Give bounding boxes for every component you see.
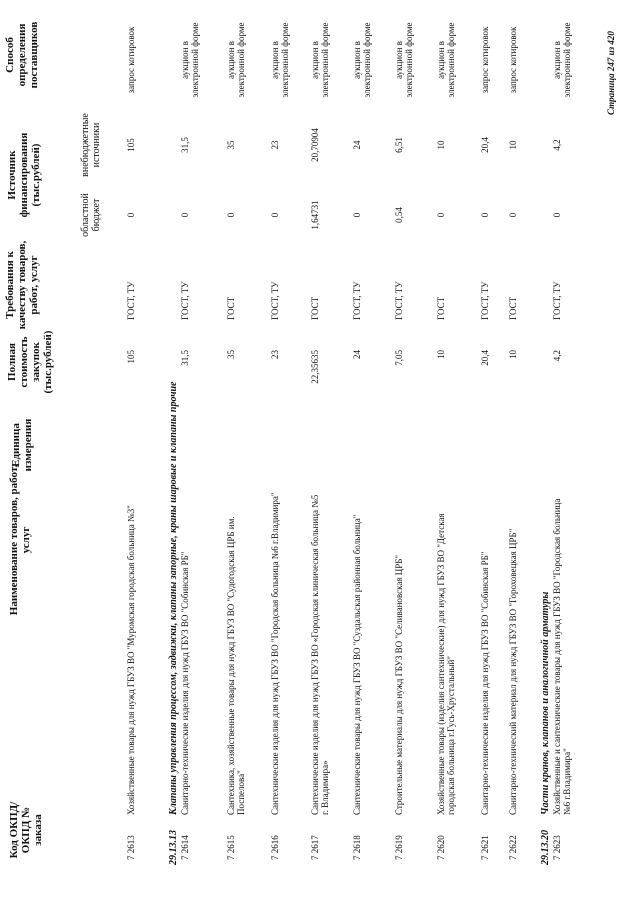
row-code: 7 2623: [552, 835, 562, 860]
row-cost: 20,4: [480, 350, 490, 366]
header-fin: Источник финансирования (тыс.рублей): [6, 132, 42, 218]
row-code: 7 2621: [480, 835, 490, 860]
header-name: Наименование товаров, работ, услуг: [8, 464, 32, 616]
row-code: 7 2616: [270, 835, 280, 860]
row-reg: 0: [180, 212, 190, 218]
row-code: 7 2613: [126, 835, 136, 860]
row-code: 7 2620: [436, 835, 446, 860]
row-ext: 23: [270, 140, 280, 150]
row-code: 7 2619: [394, 835, 404, 860]
row-req: ГОСТ: [508, 296, 518, 320]
section-code: 29.13.13: [168, 830, 179, 865]
row-reg: 0: [226, 212, 236, 218]
row-reg: 0: [552, 212, 562, 218]
row-code: 7 2617: [310, 835, 320, 860]
row-ext: 24: [352, 140, 362, 150]
row-name: Сантехнические товары для нужд ГБУЗ ВО "Суздальская районная больница": [352, 514, 362, 815]
row-method: аукцион в электронной форме: [310, 22, 330, 98]
row-reg: 0: [270, 212, 280, 218]
row-cost: 7,05: [394, 350, 404, 366]
row-ext: 10: [436, 140, 446, 150]
row-name: Хозяйственные товары (изделия сантехнические) для нужд ГБУЗ ВО "Детская городская больница г.Гусь-Хрустальный": [436, 513, 456, 815]
row-ext: 20,4: [480, 137, 490, 153]
row-method: аукцион в электронной форме: [226, 22, 246, 98]
row-ext: 31,5: [180, 137, 190, 153]
row-ext: 35: [226, 140, 236, 150]
row-method: запрос котировок: [126, 26, 136, 94]
row-cost: 105: [126, 350, 136, 364]
row-ext: 4,2: [552, 139, 562, 151]
row-req: ГОСТ, ТУ: [270, 281, 280, 320]
section-title: Части кранов, клапанов и аналогичной арматуры: [540, 591, 551, 815]
row-method: аукцион в электронной форме: [552, 22, 572, 98]
row-ext: 20,70904: [310, 128, 320, 162]
row-req: ГОСТ, ТУ: [352, 281, 362, 320]
row-method: запрос котировок: [480, 26, 490, 94]
row-name: Санитарно-технический материал для нужд ГБУЗ ВО "Гороховецкая ЦРБ": [508, 528, 518, 815]
row-code: 7 2618: [352, 835, 362, 860]
row-cost: 23: [270, 350, 280, 359]
row-name: Сантехника, хозяйственные товары для нужд ГБУЗ ВО "Судогодская ЦРБ им. Поспелова": [226, 516, 246, 815]
row-method: запрос котировок: [508, 26, 518, 94]
page-number: Страница 247 из 420: [606, 31, 616, 115]
row-reg: 0,54: [394, 207, 404, 223]
header-code: Код ОКПД/ ОКПД № заказа: [8, 801, 44, 859]
row-cost: 10: [436, 350, 446, 359]
section-code: 29.13.20: [540, 830, 551, 865]
row-name: Строительные материалы для нужд ГБУЗ ВО "Селивановская ЦРБ": [394, 554, 404, 815]
row-code: 7 2615: [226, 835, 236, 860]
row-reg: 0: [436, 212, 446, 218]
header-cost: Полная стоимость закупок (тыс.рублей): [6, 330, 54, 394]
header-fin-regional: областной бюджет: [80, 193, 102, 237]
row-name: Хозяйственные и сантехнические товары для нужд ГБУЗ ВО "Городская больница №6 г.Владимира": [552, 498, 572, 815]
row-cost: 35: [226, 350, 236, 359]
row-req: ГОСТ: [226, 296, 236, 320]
header-method: Способ определения поставщиков: [4, 21, 40, 89]
row-reg: 0: [480, 212, 490, 218]
header-unit: Единица измерения: [10, 418, 34, 472]
row-reg: 0: [508, 212, 518, 218]
row-name: Сантехнические изделия для нужд ГБУЗ ВО "Городская больница №6 г.Владимира": [270, 492, 280, 815]
row-ext: 10: [508, 140, 518, 150]
row-method: аукцион в электронной форме: [436, 22, 456, 98]
row-method: аукцион в электронной форме: [270, 22, 290, 98]
row-ext: 105: [126, 138, 136, 152]
row-name: Санитарно-технические изделия для нужд ГБУЗ ВО "Собинская РБ": [180, 551, 190, 815]
row-cost: 4,2: [552, 350, 562, 362]
row-reg: 1,64731: [310, 200, 320, 230]
row-req: ГОСТ, ТУ: [552, 281, 562, 320]
row-method: аукцион в электронной форме: [352, 22, 372, 98]
section-title: Клапаны управления процессом, задвижки, клапаны запорные, краны шаровые и клапаны прочие: [168, 381, 179, 815]
row-code: 7 2614: [180, 835, 190, 860]
row-name: Сантехнические изделия для нужд ГБУЗ ВО «Городская клиническая больница №5 г. Владимира»: [310, 494, 330, 815]
row-code: 7 2622: [508, 835, 518, 860]
row-name: Санитарно-технические изделия для нужд ГБУЗ ВО "Собинская РБ": [480, 551, 490, 815]
row-method: аукцион в электронной форме: [394, 22, 414, 98]
row-cost: 10: [508, 350, 518, 359]
row-reg: 0: [126, 212, 136, 218]
row-cost: 31,5: [180, 350, 190, 366]
row-cost: 24: [352, 350, 362, 359]
row-name: Хозяйственные товары для нужд ГБУЗ ВО "Муромская городская больница №3": [126, 505, 136, 815]
row-req: ГОСТ, ТУ: [180, 281, 190, 320]
row-req: ГОСТ: [436, 296, 446, 320]
header-fin-extrabudget: внебюджетные источники: [80, 113, 102, 177]
row-ext: 6,51: [394, 137, 404, 153]
row-req: ГОСТ: [310, 296, 320, 320]
row-req: ГОСТ, ТУ: [126, 281, 136, 320]
row-cost: 22,35635: [310, 350, 320, 384]
row-method: аукцион в электронной форме: [180, 22, 200, 98]
header-req: Требования к качеству товаров, работ, услуг: [4, 240, 40, 330]
row-req: ГОСТ, ТУ: [394, 281, 404, 320]
row-req: ГОСТ, ТУ: [480, 281, 490, 320]
row-reg: 0: [352, 212, 362, 218]
